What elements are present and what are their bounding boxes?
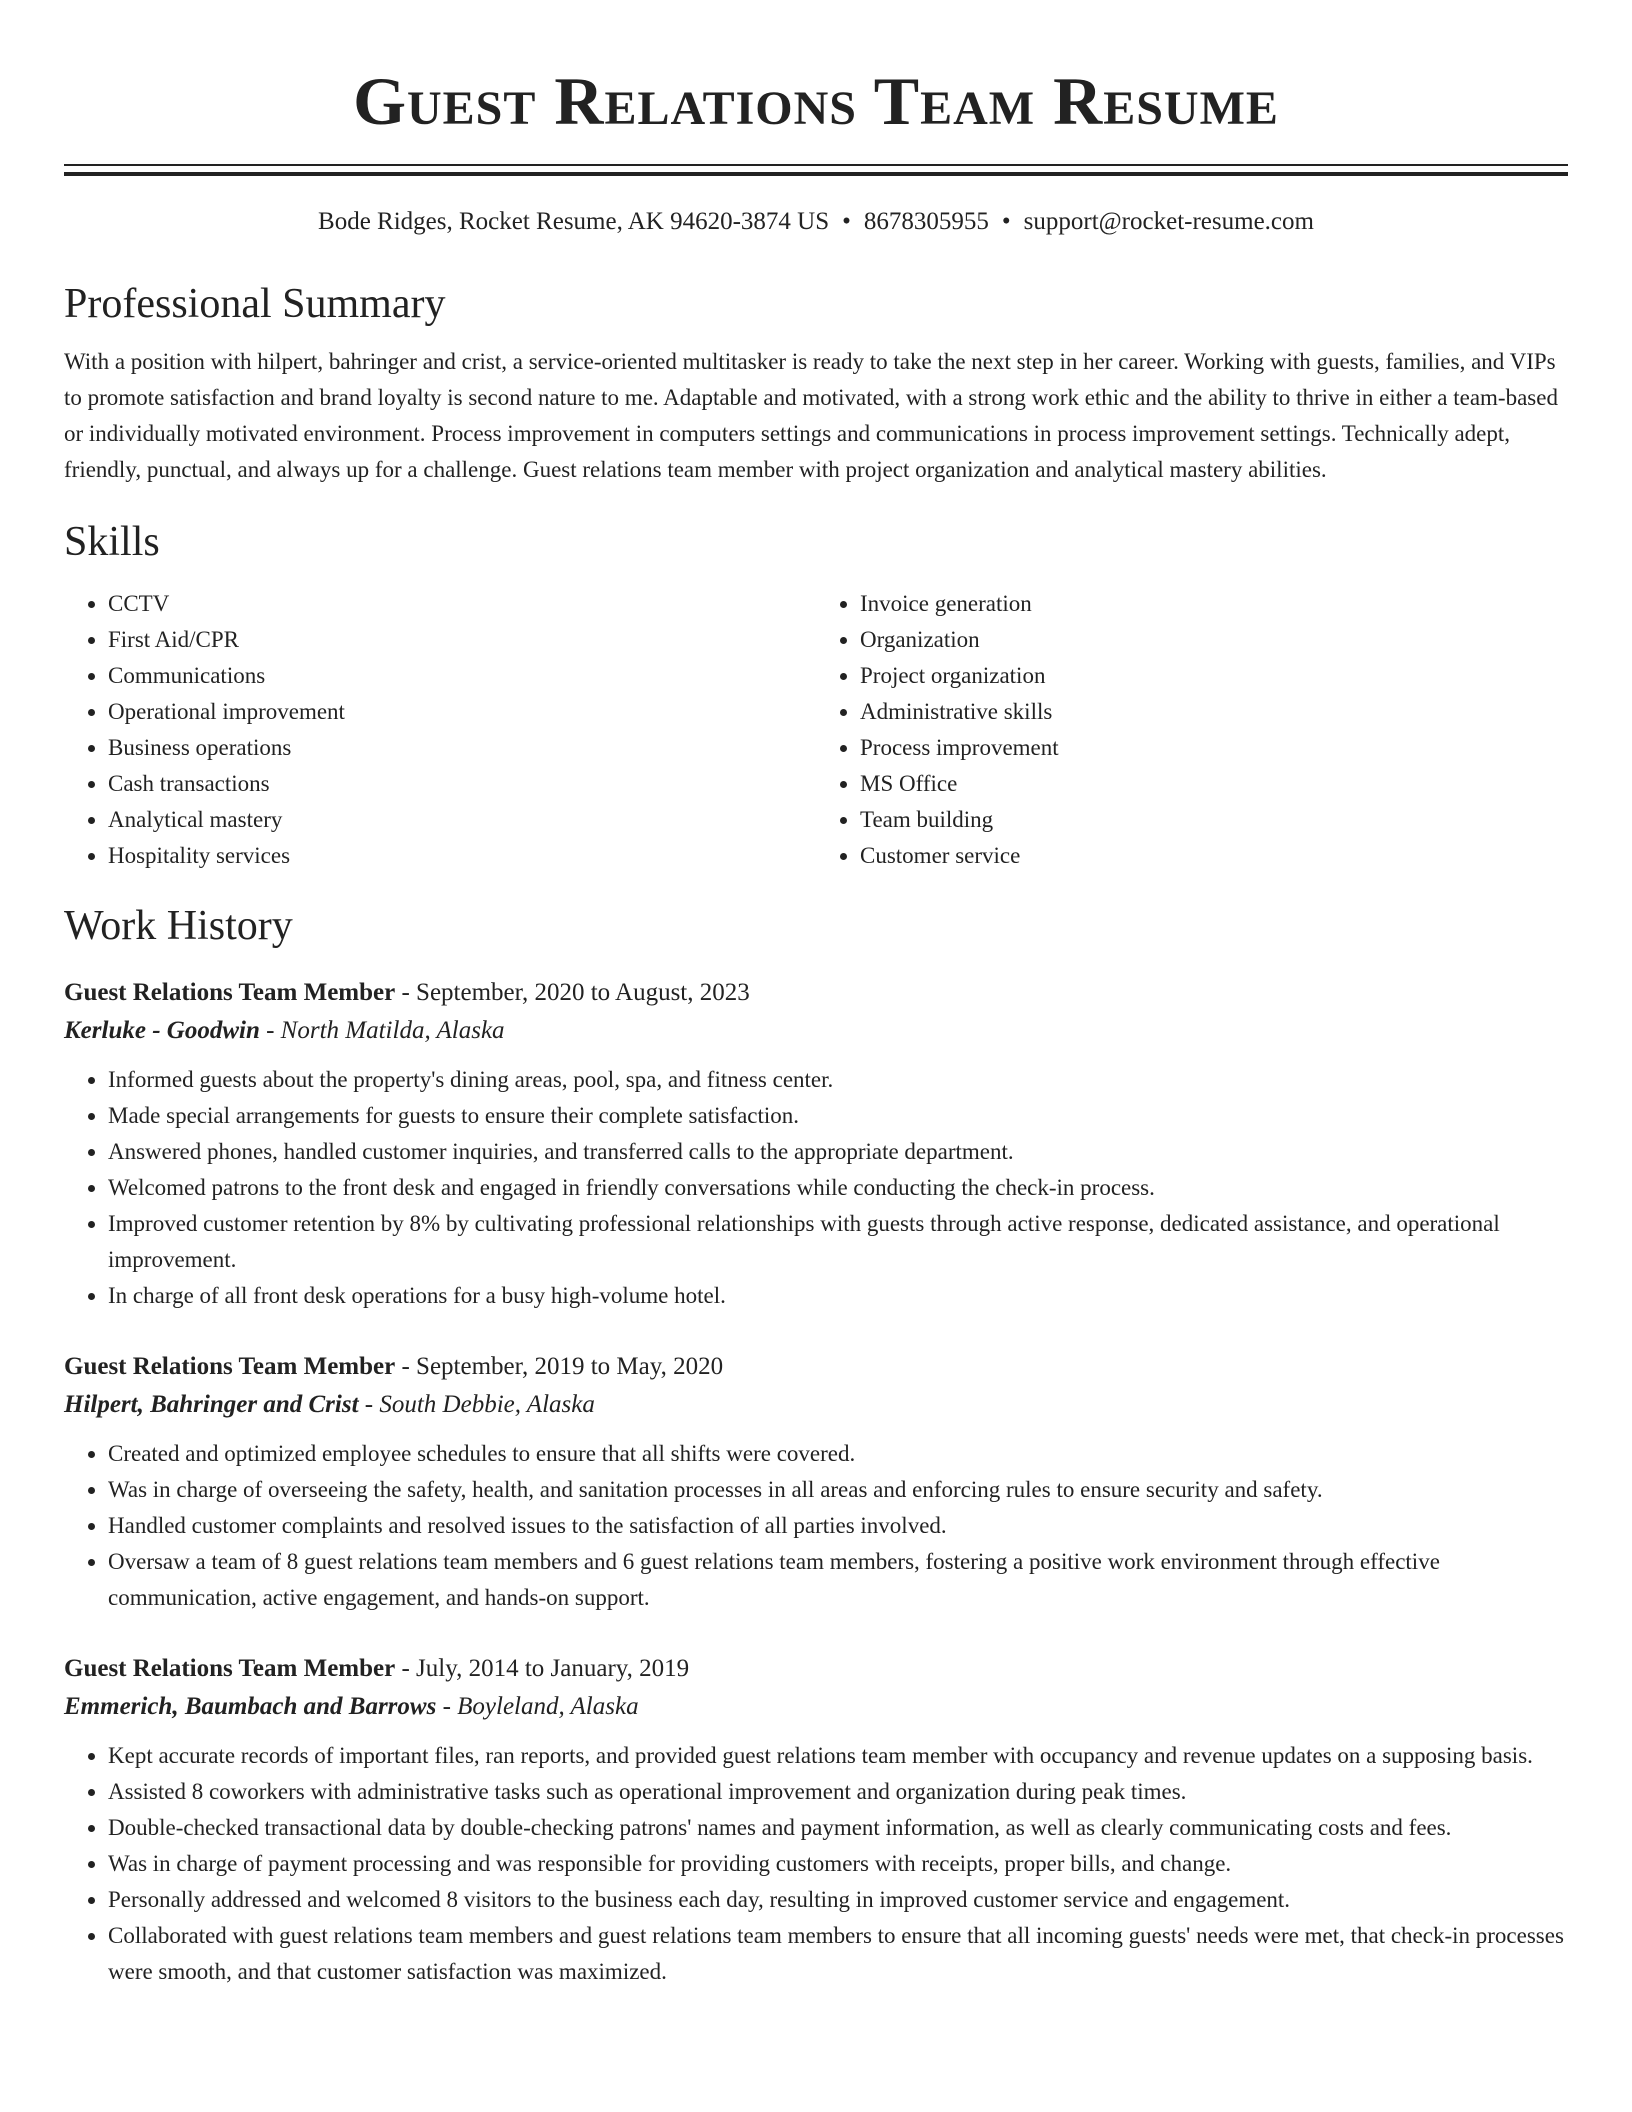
skills-list — [64, 586, 1568, 874]
job-bullet: • Informed guests about the property's dining areas, pool, spa, and fitness center. — [108, 1062, 1568, 1098]
skill-item: • Organization — [860, 622, 1568, 658]
skills-column-left — [64, 586, 816, 874]
skill-item: • CCTV — [108, 586, 816, 622]
contact-separator: • — [1001, 208, 1011, 235]
job-dates: - September, 2020 to August, 2023 — [395, 979, 750, 1006]
contact-line — [64, 206, 1568, 238]
job-header — [64, 1348, 1568, 1386]
summary-heading: Professional Summary — [64, 281, 446, 327]
job-bullet: • Created and optimized employee schedules to ensure that all shifts were covered. — [108, 1436, 1568, 1472]
contact-separator: • — [842, 208, 851, 235]
skill-item: • MS Office — [860, 766, 1568, 802]
job-bullet: • Made special arrangements for guests to ensure their complete satisfaction. — [108, 1098, 1568, 1134]
job-header — [64, 974, 1568, 1012]
skill-item: • Communications — [108, 658, 816, 694]
skill-item: • Administrative skills — [860, 694, 1568, 730]
contact-address: Bode Ridges, Rocket Resume, AK 94620-3874 US — [318, 208, 830, 235]
job-bullet: • Double-checked transactional data by double-checking patrons' names and payment information, as well as clearly communicating costs and fees. — [108, 1810, 1568, 1846]
job-company: Kerluke - Goodwin — [64, 1017, 260, 1044]
job-role: Guest Relations Team Member — [64, 1655, 396, 1682]
job-employer — [64, 1386, 1568, 1424]
contact-phone: 8678305955 — [863, 208, 989, 235]
job-employer — [64, 1012, 1568, 1050]
skill-item: • First Aid/CPR — [108, 622, 816, 658]
job-bullets — [64, 1062, 1568, 1314]
job-employer — [64, 1688, 1568, 1726]
job-bullet: • Was in charge of payment processing and was responsible for providing customers with receipts, proper bills, and change. — [108, 1846, 1568, 1882]
job-bullet: • Assisted 8 coworkers with administrative tasks such as operational improvement and organization during peak times. — [108, 1774, 1568, 1810]
job-entry — [64, 974, 1568, 1314]
job-dates: - July, 2014 to January, 2019 — [395, 1655, 690, 1682]
job-role: Guest Relations Team Member — [64, 1353, 396, 1380]
job-company: Hilpert, Bahringer and Crist — [64, 1391, 359, 1418]
skill-item: • Business operations — [108, 730, 816, 766]
job-bullet: • Handled customer complaints and resolved issues to the satisfaction of all parties involved. — [108, 1508, 1568, 1544]
skill-item: • Customer service — [860, 838, 1568, 874]
skill-item: • Process improvement — [860, 730, 1568, 766]
skill-item: • Team building — [860, 802, 1568, 838]
job-bullet: • Kept accurate records of important files, ran reports, and provided guest relations team member with occupancy and revenue updates on a supposing basis. — [108, 1738, 1568, 1774]
skill-item: • Operational improvement — [108, 694, 816, 730]
job-bullets — [64, 1436, 1568, 1616]
skill-item: • Analytical mastery — [108, 802, 816, 838]
job-company: Emmerich, Baumbach and Barrows — [64, 1693, 437, 1720]
job-bullet: • Was in charge of overseeing the safety, health, and sanitation processes in all areas and enforcing rules to ensure security and safety. — [108, 1472, 1568, 1508]
job-bullet: • Oversaw a team of 8 guest relations team members and 6 guest relations team members, fostering a positive work environment through effective communication, active engagement, and hands-on support. — [108, 1544, 1568, 1616]
job-role: Guest Relations Team Member — [64, 979, 396, 1006]
job-location: - North Matilda, Alaska — [259, 1017, 505, 1044]
job-header — [64, 1650, 1568, 1688]
job-bullet: • Answered phones, handled customer inquiries, and transferred calls to the appropriate department. — [108, 1134, 1568, 1170]
job-dates: - September, 2019 to May, 2020 — [395, 1353, 724, 1380]
summary-text: With a position with hilpert, bahringer and crist, a service-oriented multitasker is ready to take the next step in her career. Working with guests, families, and VIPs to promote satisfaction and brand loyalty is second nature to me. Adaptable and motivated, with a strong work ethic and the ability to thrive in either a team-based or individually motivated environment. Process improvement in computers settings and communications in process improvement settings. Technically adept, friendly, punctual, and always up for a challenge. Guest relations team member with project organization and analytical mastery abilities. — [64, 349, 1558, 482]
skills-column-right — [816, 586, 1568, 874]
title-divider-thin — [64, 164, 1568, 166]
resume-title: Guest Relations Team Resume — [353, 63, 1279, 139]
title-divider-thick — [64, 172, 1568, 176]
job-entry — [64, 1348, 1568, 1616]
work-history-heading: Work History — [64, 903, 293, 949]
job-bullet: • Collaborated with guest relations team members and guest relations team members to ensure that all incoming guests' needs were met, that check-in processes were smooth, and that customer satisfaction was maximized. — [108, 1918, 1568, 1990]
skills-heading: Skills — [64, 519, 160, 565]
skill-item: • Cash transactions — [108, 766, 816, 802]
job-entry — [64, 1650, 1568, 1990]
job-location: - Boyleland, Alaska — [436, 1693, 639, 1720]
job-location: - South Debbie, Alaska — [358, 1391, 595, 1418]
job-bullet: • Welcomed patrons to the front desk and engaged in friendly conversations while conducting the check-in process. — [108, 1170, 1568, 1206]
skill-item: • Invoice generation — [860, 586, 1568, 622]
contact-email[interactable]: support@rocket-resume.com — [1023, 208, 1314, 235]
job-bullets — [64, 1738, 1568, 1990]
skill-item: • Project organization — [860, 658, 1568, 694]
skill-item: • Hospitality services — [108, 838, 816, 874]
job-bullet: • Personally addressed and welcomed 8 visitors to the business each day, resulting in improved customer service and engagement. — [108, 1882, 1568, 1918]
job-bullet: • Improved customer retention by 8% by cultivating professional relationships with guests through active response, dedicated assistance, and operational improvement. — [108, 1206, 1568, 1278]
job-bullet: • In charge of all front desk operations for a busy high-volume hotel. — [108, 1278, 1568, 1314]
